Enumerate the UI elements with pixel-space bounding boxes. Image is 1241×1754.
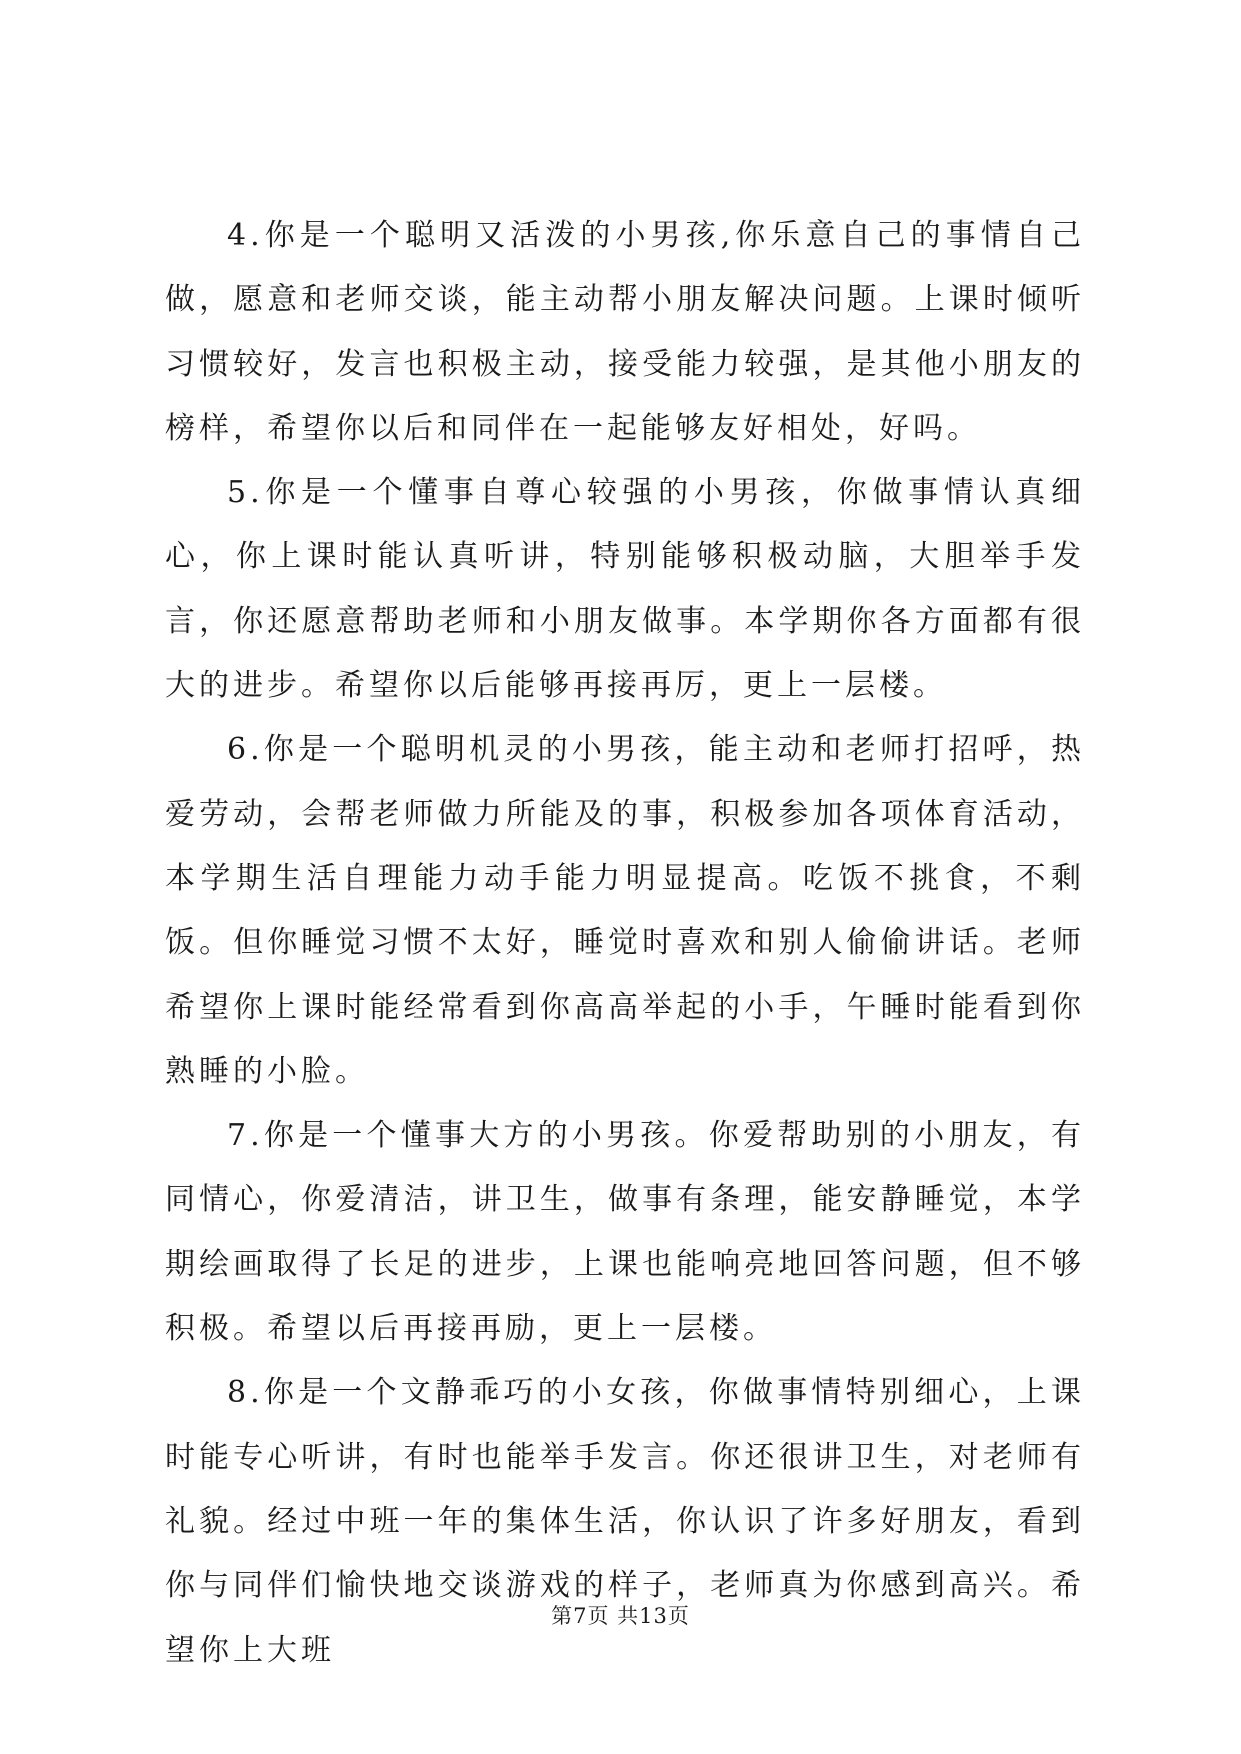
page-number-footer: 第7页 共13页 [551,1604,690,1628]
paragraph-6: 6.你是一个聪明机灵的小男孩，能主动和老师打招呼，热爱劳动，会帮老师做力所能及的事，积极参加各项体育活动，本学期生活自理能力动手能力明显提高。吃饭不挑食，不剩饭。但你睡觉习惯不太好，睡觉时喜欢和别人偷偷讲话。老师希望你上课时能经常看到你高高举起的小手，午睡时能看到你熟睡的小脸。 [165,732,1085,1089]
paragraph-4: 4.你是一个聪明又活泼的小男孩,你乐意自己的事情自己做，愿意和老师交谈，能主动帮小朋友解决问题。上课时倾听习惯较好，发言也积极主动，接受能力较强，是其他小朋友的榜样，希望你以后和同伴在一起能够友好相处，好吗。 [165,218,1085,446]
document-body [165,204,1085,1683]
paragraph-8: 8.你是一个文静乖巧的小女孩，你做事情特别细心，上课时能专心听讲，有时也能举手发言。你还很讲卫生，对老师有礼貌。经过中班一年的集体生活，你认识了许多好朋友，看到你与同伴们愉快地交谈游戏的样子，老师真为你感到高兴。希望你上大班 [165,1375,1085,1668]
paragraph-7: 7.你是一个懂事大方的小男孩。你爱帮助别的小朋友，有同情心，你爱清洁，讲卫生，做事有条理，能安静睡觉，本学期绘画取得了长足的进步，上课也能响亮地回答问题，但不够积极。希望以后再接再励，更上一层楼。 [165,1118,1085,1347]
paragraph-5: 5.你是一个懂事自尊心较强的小男孩，你做事情认真细心，你上课时能认真听讲，特别能够积极动脑，大胆举手发言，你还愿意帮助老师和小朋友做事。本学期你各方面都有很大的进步。希望你以后能够再接再厉，更上一层楼。 [165,475,1085,704]
